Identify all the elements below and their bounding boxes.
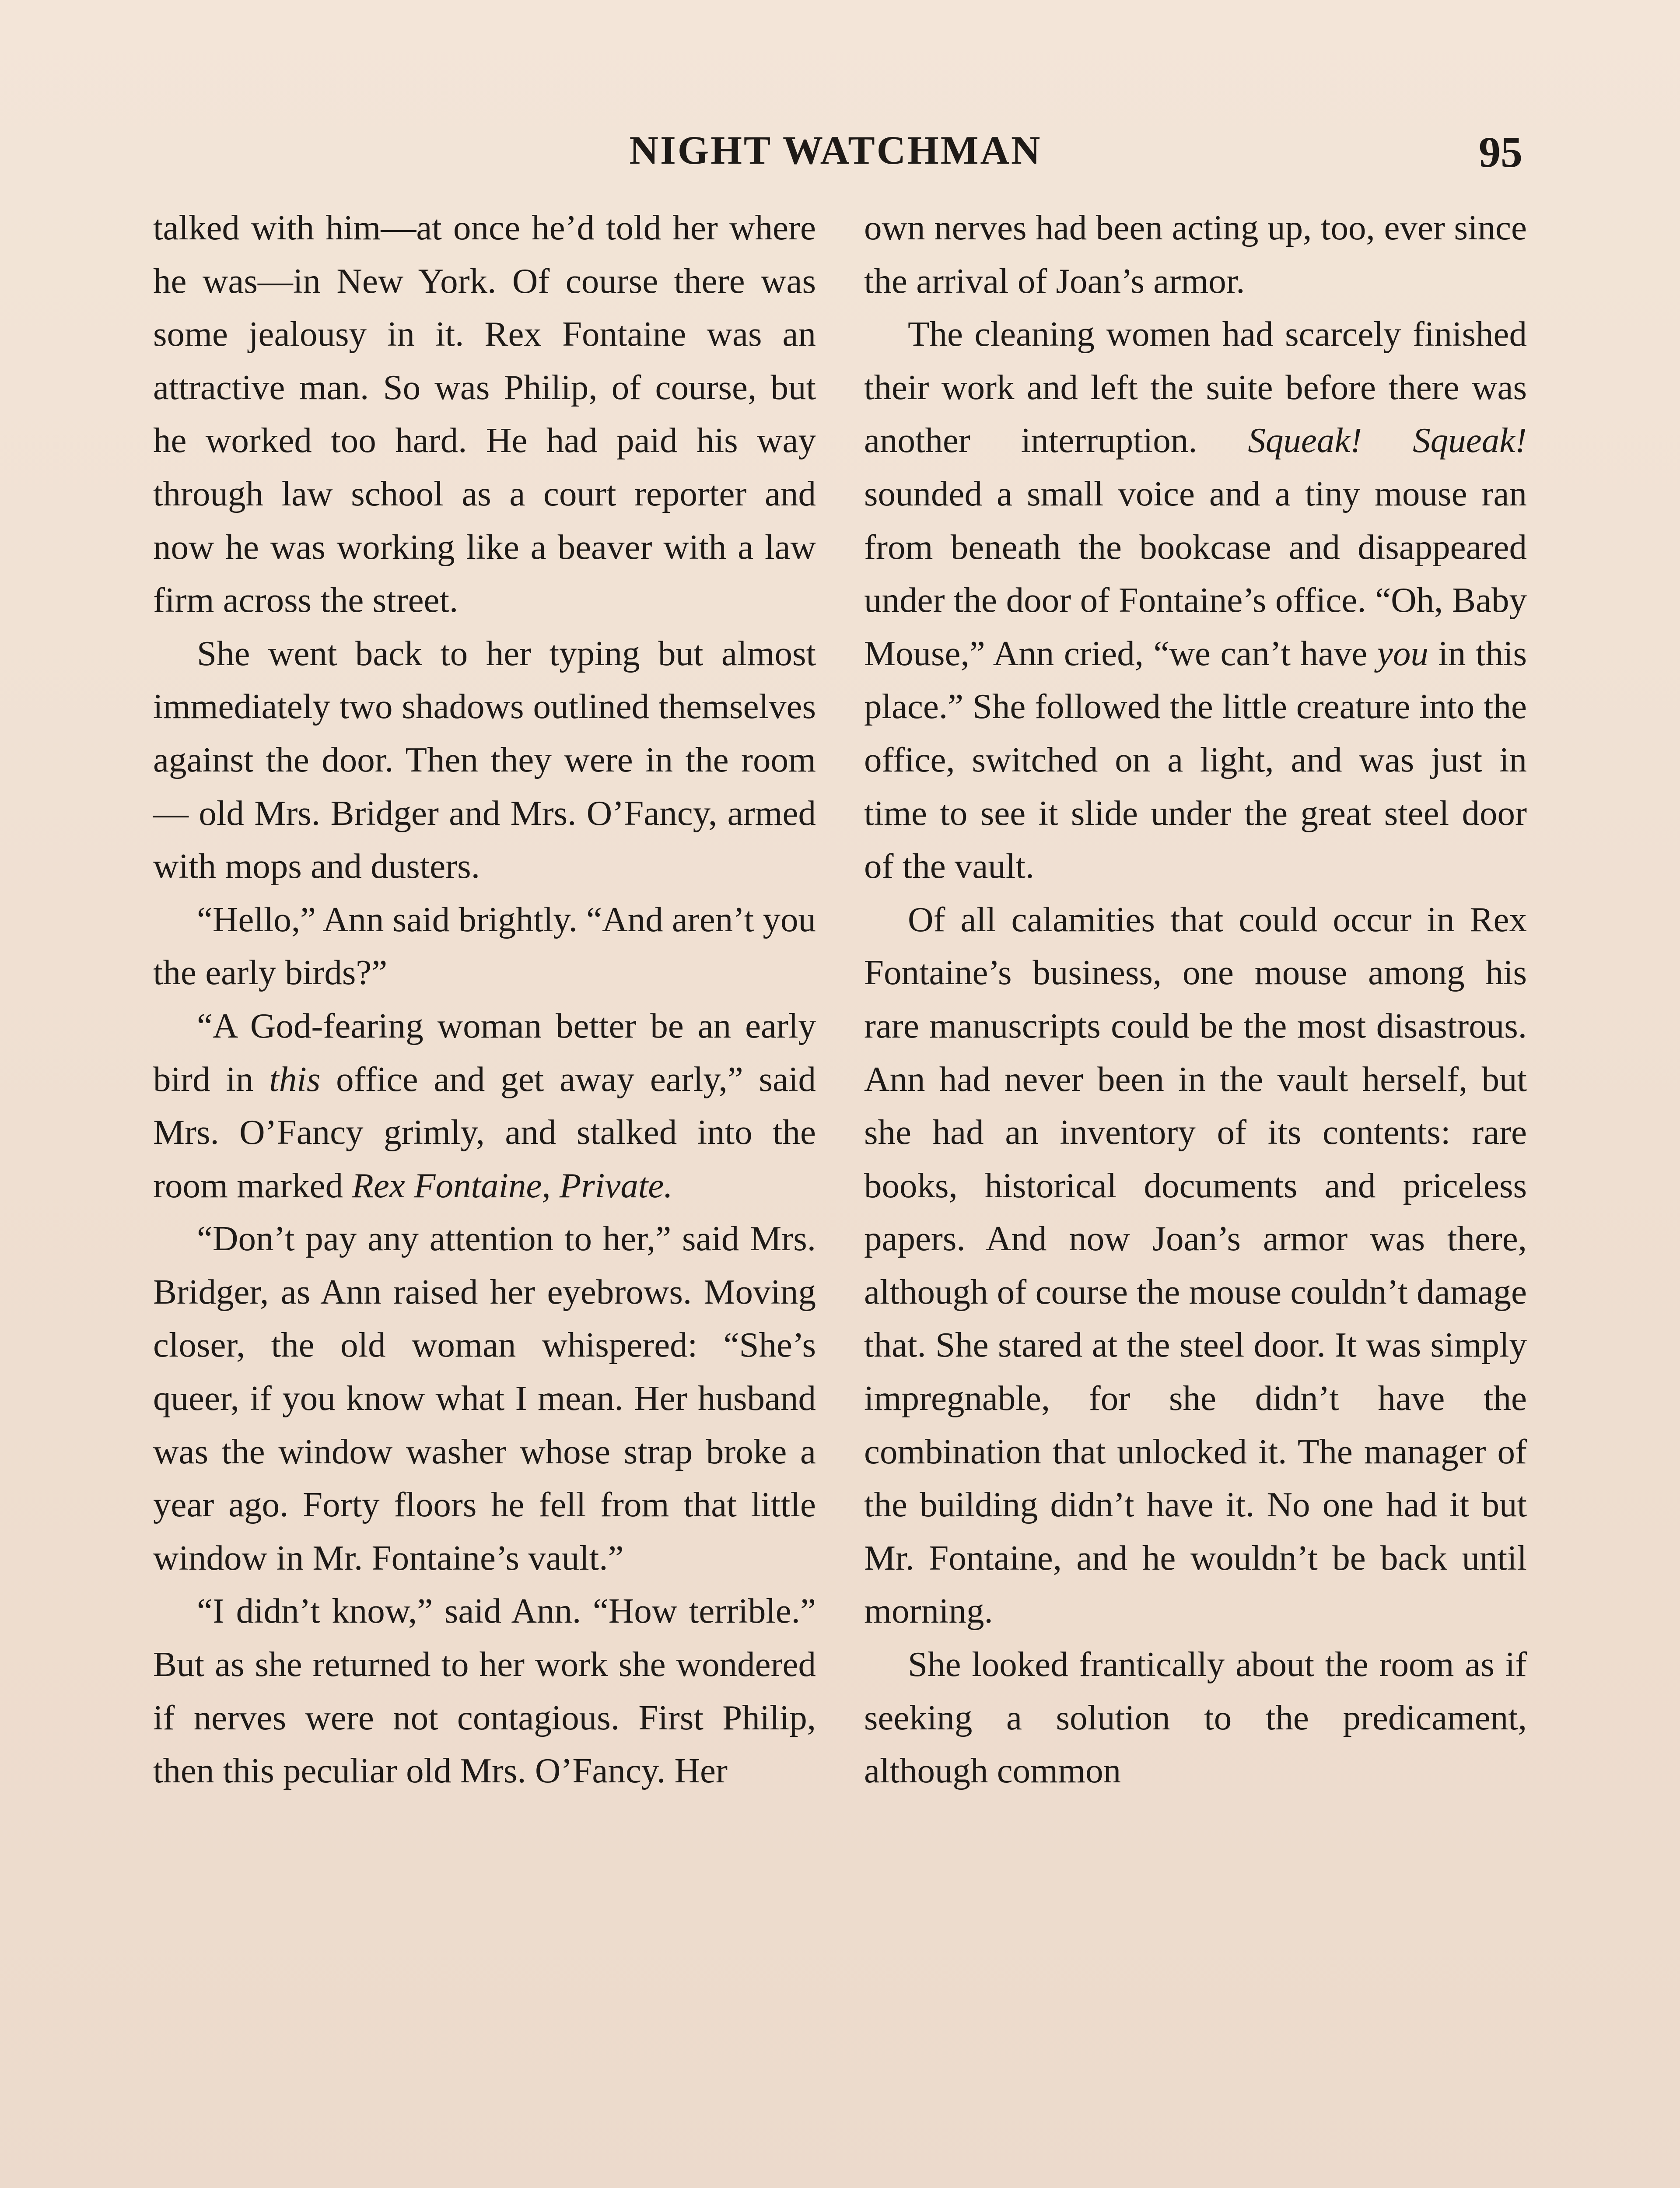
paragraph: She looked frantically about the room as if seeking a solution to the predicament, although common bbox=[864, 1645, 1527, 1791]
right-column bbox=[864, 201, 1527, 1798]
text-run: in this place.” She followed the little creature into the office, switched on a light, and was just in time to see it slide under the great steel door of the vault. bbox=[864, 633, 1527, 886]
left-column bbox=[153, 201, 816, 1798]
italic-text: you bbox=[1377, 633, 1428, 673]
paragraph: Of all calamities that could occur in Rex Fontaine’s business, one mouse among his rare manuscripts could be the most disastrous. Ann had never been in the vault herself, but she had an inventory of its contents: rare books, historical documents and priceless papers. And now Joan’s armor was there, although of course the mouse couldn’t damage that. She stared at the steel door. It was simply impregnable, for she didn’t have the combination that unlocked it. The manager of the building didn’t have it. No one had it but Mr. Fontaine, and he wouldn’t be back until morning. bbox=[864, 899, 1527, 1631]
paragraph: She went back to her typing but almost immediately two shadows outlined themselves against the door. Then they were in the room— old Mrs. Bridger and Mrs. O’Fancy, armed with mops and dusters. bbox=[153, 633, 816, 886]
italic-text: this bbox=[269, 1059, 321, 1099]
text-run: “A God-fearing woman better be an early bird in bbox=[153, 1006, 816, 1099]
text-run: office and get away early,” said Mrs. O’Fancy grimly, and stalked into the room marked bbox=[153, 1059, 816, 1205]
paragraph bbox=[153, 999, 816, 1212]
page-number: 95 bbox=[1479, 128, 1522, 176]
paragraph bbox=[864, 308, 1527, 893]
text-run: The cleaning women had scarcely finished their work and left the suite before there was another interruption. bbox=[864, 314, 1527, 460]
paragraph: “Hello,” Ann said brightly. “And aren’t you the early birds?” bbox=[153, 899, 816, 992]
italic-text: Rex Fontaine, Private. bbox=[352, 1165, 673, 1205]
paragraph: “Don’t pay any attention to her,” said Mrs. Bridger, as Ann raised her eyebrows. Moving closer, the old woman whispered: “She’s queer, if you know what I mean. Her husband was the window washer whose strap broke a year ago. Forty floors he fell from that little window in Mr. Fontaine’s vault.” bbox=[153, 1219, 816, 1578]
page-header bbox=[149, 118, 1522, 188]
paragraph: talked with him—at once he’d told her where he was—in New York. Of course there was some jealousy in it. Rex Fontaine was an attractive man. So was Philip, of course, but he worked too hard. He had paid his way through law school as a court reporter and now he was working like a beaver with a law firm across the street. bbox=[153, 208, 816, 620]
paragraph: “I didn’t know,” said Ann. “How terrible.” But as she returned to her work she wondered if nerves were not contagious. First Philip, then this peculiar old Mrs. O’Fancy. Her bbox=[153, 1591, 816, 1791]
paragraph: own nerves had been acting up, too, ever since the arrival of Joan’s armor. bbox=[864, 208, 1527, 301]
running-title: NIGHT WATCHMAN bbox=[629, 128, 1042, 172]
italic-text: Squeak! Squeak! bbox=[1248, 421, 1527, 460]
text-run: sounded a small voice and a tiny mouse ran from beneath the bookcase and disappeared under the door of Fontaine’s office. “Oh, Baby Mouse,” Ann cried, “we can’t have bbox=[864, 473, 1527, 673]
